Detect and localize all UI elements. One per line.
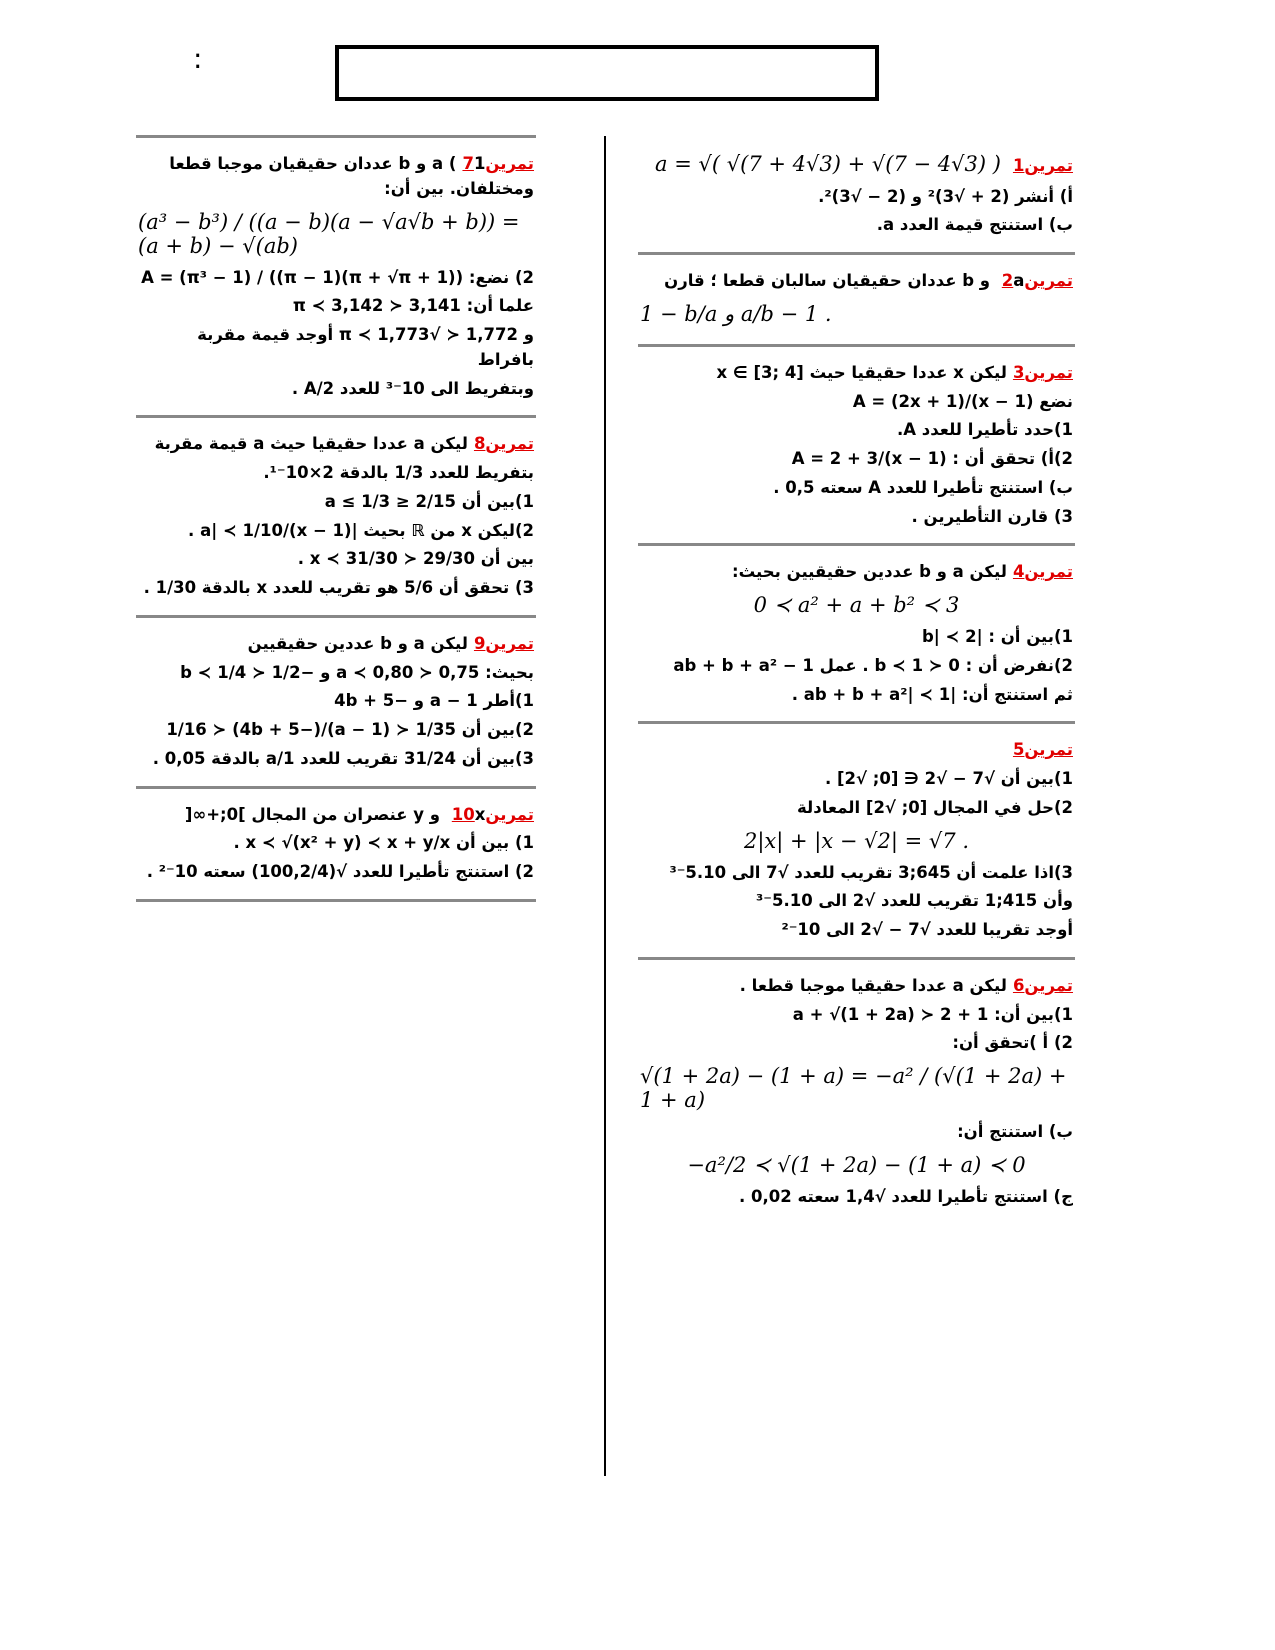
line: 1) بين أن x ≺ √(x² + y) ≺ x + y/x . — [233, 833, 534, 853]
line: علما أن: 3,141 ≺ π ≺ 3,142 — [292, 296, 534, 316]
line: 2) نضع: A = (π³ − 1) / ((π − 1)(π + √π + 1)) — [141, 267, 534, 287]
line: أوجد تقريبا للعدد √7 − √2 الى 10⁻² — [781, 920, 1073, 939]
line: ب) استنتج أن: — [957, 1122, 1073, 1141]
exercise-title: تمرين9 — [473, 633, 534, 653]
section-rule — [136, 899, 536, 903]
exercise-title: تمرين6 — [1012, 975, 1073, 995]
line: 2)حل في المجال [0; √2] المعادلة — [797, 797, 1073, 817]
line: ليكن x عددا حقيقيا حيث x ∈ [3; 4] — [716, 362, 1007, 382]
formula: √(1 + 2a) − (1 + a) = −a² / (√(1 + 2a) + 1 + a) — [640, 1064, 1067, 1112]
line: 1) a و b عددان حقيقيان موجبا قطعا ومختلفان. بين أن: — [169, 154, 534, 198]
exercise-6 — [638, 957, 1075, 1224]
line: 1)بين أن √7 − √2 ∈ [0; √2] . — [824, 769, 1073, 788]
exercise-2 — [638, 252, 1075, 344]
line: 1)بين أن : |b| ≺ 2 — [921, 627, 1073, 646]
line: 1)بين أن: 1 + a + √(1 + 2a) ≻ 2 — [792, 1004, 1073, 1024]
line: ب) استنتج قيمة العدد a. — [876, 215, 1073, 235]
line: نضع A = (2x + 1)/(x − 1) — [852, 391, 1073, 411]
formula: 2|x| + |x − √2| = √7 . — [743, 828, 970, 853]
formula: a = √( √(7 + 4√3) + √(7 − 4√3) ) — [655, 152, 1001, 176]
exercise-10 — [136, 786, 536, 899]
column-divider — [604, 136, 606, 1476]
exercise-5 — [638, 721, 1075, 957]
line: ليكن a عددا حقيقيا موجبا قطعا . — [739, 975, 1007, 995]
exercise-3 — [638, 344, 1075, 544]
title-box — [335, 45, 879, 101]
line: 1)بين أن 2/15 ≤ a ≤ 1/3 — [324, 491, 534, 511]
line: 3) تحقق أن 5/6 هو تقريب للعدد x بالدقة 1/30 . — [143, 578, 534, 597]
line: 2)أ) تحقق أن : A = 2 + 3/(x − 1) — [791, 449, 1073, 468]
line: x و y عنصران من المجال ]0;+∞[ — [184, 804, 486, 824]
line: أ) أنشر (2 + √3)² و (2 − √3)². — [818, 186, 1073, 206]
left-column — [136, 135, 536, 903]
line: وبتفريط الى 10⁻³ للعدد A/2 . — [291, 378, 534, 398]
exercise-1 — [638, 135, 1075, 252]
exercise-8 — [136, 415, 536, 615]
line: 2) استنتج تأطيرا للعدد √(100,2/4) سعته 10⁻² . — [146, 862, 534, 881]
right-column — [638, 135, 1075, 1224]
exercise-title: تمرين1 — [1012, 156, 1073, 175]
exercise-9 — [136, 615, 536, 786]
formula: 1 − b/a و a/b − 1 . — [640, 301, 832, 326]
exercise-7 — [136, 135, 536, 415]
line: 2)ليكن x من ℝ بحيث |(x − 1)/a| ≺ 1/10 . — [188, 520, 534, 540]
line: 3) قارن التأطيرين . — [911, 506, 1073, 526]
exercise-title: تمرين4 — [1012, 562, 1073, 582]
exercise-title: تمرين8 — [473, 434, 534, 454]
line: بين أن 29/30 ≺ x ≺ 31/30 . — [297, 549, 534, 569]
exercise-4 — [638, 543, 1075, 721]
line: 1)أطر 1 − a و −4b + 5 — [334, 691, 534, 711]
exercise-title: تمرين5 — [1012, 740, 1073, 760]
line: 2)نفرض أن : 0 ≺ b ≺ 1 . عمل ab + b + a² − 1 — [673, 655, 1073, 675]
line: و 1,772 ≺ √π ≺ 1,773 أوجد قيمة مقربة بافراط — [197, 325, 534, 369]
line: 1)حدد تأطيرا للعدد A. — [896, 420, 1073, 440]
line: ليكن a و b عددين حقيقيين — [247, 633, 468, 653]
formula: 0 ≺ a² + a + b² ≺ 3 — [753, 593, 960, 617]
formula: (a³ − b³) / ((a − b)(a − √a√b + b)) = (a + b) − √(ab) — [138, 209, 520, 258]
line: 3)بين أن 31/24 تقريب للعدد 1/a بالدقة 0,05 . — [152, 748, 534, 768]
line: 2)بين أن 1/35 ≺ (1 − a)/(−4b + 5) ≺ 1/16 — [166, 720, 534, 739]
line: 3)اذا علمت أن 645;3 تقريب للعدد √7 الى 5.10⁻³ — [669, 862, 1073, 882]
formula: −a²/2 ≺ √(1 + 2a) − (1 + a) ≺ 0 — [687, 1152, 1026, 1177]
line: بحيث: 0,75 ≺ a ≺ 0,80 و −1/2 ≺ b ≺ 1/4 — [180, 662, 534, 682]
exercise-title: تمرين7 — [462, 154, 534, 173]
line: a و b عددان حقيقيان سالبان قطعا ؛ قارن — [664, 271, 1025, 290]
line: ليكن a و b عددين حقيقيين بحيث: — [731, 562, 1007, 582]
exercise-title: تمرين10 — [451, 804, 534, 824]
line: وأن 415;1 تقريب للعدد √2 الى 5.10⁻³ — [756, 891, 1073, 911]
exercise-title: تمرين2 — [1001, 271, 1073, 290]
line: ج) استنتج تأطيرا للعدد √1,4 سعته 0,02 . — [739, 1186, 1073, 1206]
line: ليكن a عددا حقيقيا حيث a قيمة مقربة — [154, 434, 468, 454]
exercise-title: تمرين3 — [1012, 362, 1073, 382]
line: ثم استنتج أن: |ab + b + a²| ≺ 1 . — [791, 684, 1073, 704]
line: ب) استنتج تأطيرا للعدد A سعته 0,5 . — [773, 477, 1073, 497]
line: بتفريط للعدد 1/3 بالدقة 2×10⁻¹. — [263, 463, 534, 482]
header-colon: : — [193, 42, 203, 75]
line: 2) أ )تحقق أن: — [952, 1033, 1073, 1053]
